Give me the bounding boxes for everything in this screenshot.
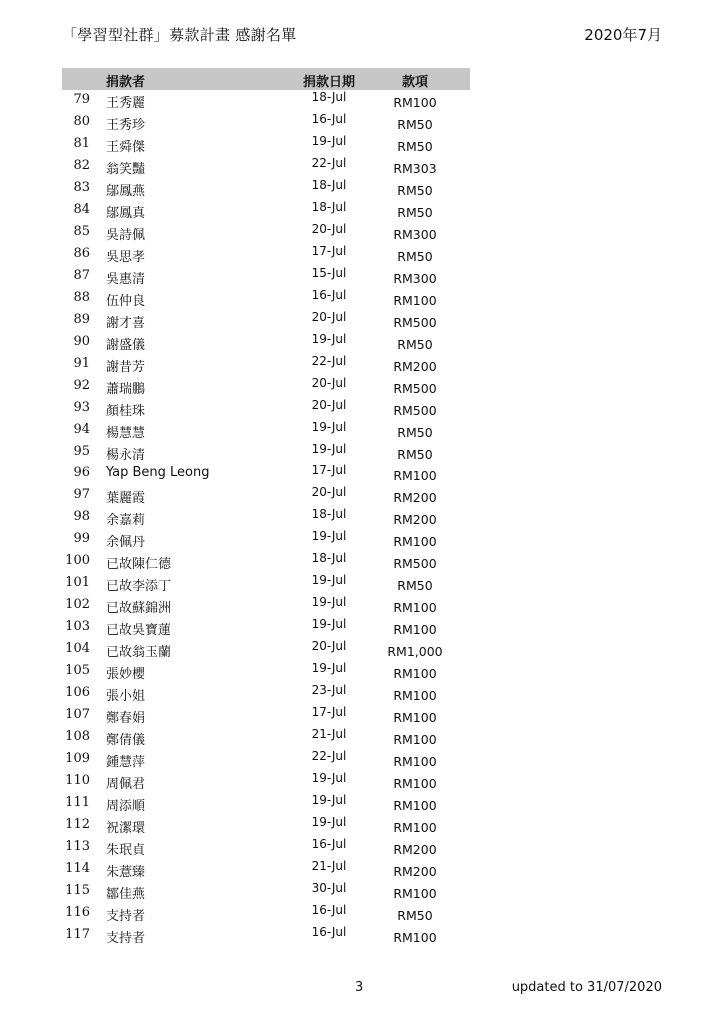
donation-date: 19-Jul <box>311 441 347 456</box>
donor-name: 翁笑豔 <box>106 161 146 177</box>
document-title: 「學習型社群」募款計畫 感謝名單 <box>62 26 297 44</box>
row-number: 81 <box>73 135 90 151</box>
row-number: 98 <box>73 509 90 525</box>
donor-name: 支持者 <box>106 930 146 946</box>
table-row <box>62 222 470 244</box>
document-date: 2020年7月 <box>584 26 662 44</box>
table-row <box>62 266 470 288</box>
donation-amount: RM500 <box>393 556 437 572</box>
row-number: 103 <box>65 619 90 635</box>
donor-name: 鄭春娟 <box>106 711 146 727</box>
donation-date: 17-Jul <box>311 243 347 258</box>
row-number: 104 <box>65 641 90 657</box>
donor-name: 已故陳仁德 <box>106 557 172 573</box>
row-number: 83 <box>73 179 90 195</box>
donor-name: 王舜傑 <box>106 139 146 155</box>
table-row <box>62 727 470 749</box>
donor-name: 楊慧慧 <box>106 425 146 441</box>
table-row <box>62 815 470 837</box>
donor-name: 吳詩佩 <box>106 227 146 243</box>
table-row <box>62 244 470 266</box>
row-number: 99 <box>73 531 90 547</box>
donation-amount: RM50 <box>397 204 433 220</box>
donation-amount: RM100 <box>393 885 437 901</box>
table-row <box>62 859 470 881</box>
donation-date: 20-Jul <box>311 639 347 654</box>
table-row <box>62 420 470 442</box>
donation-amount: RM200 <box>393 841 437 857</box>
row-number: 96 <box>73 465 90 481</box>
donor-name: 已故李添丁 <box>106 579 172 595</box>
table-row <box>62 485 470 507</box>
table-row <box>62 156 470 178</box>
donor-name: 周佩君 <box>106 777 146 793</box>
donation-amount: RM100 <box>393 754 437 770</box>
donation-date: 16-Jul <box>311 111 347 126</box>
donor-name: 吳惠清 <box>106 271 146 287</box>
donation-date: 18-Jul <box>311 551 347 566</box>
donation-date: 18-Jul <box>311 90 347 104</box>
donation-amount: RM100 <box>393 798 437 813</box>
donation-date: 19-Jul <box>311 595 347 610</box>
row-number: 85 <box>73 223 90 239</box>
table-row <box>62 771 470 793</box>
table-row <box>62 200 470 222</box>
row-number: 113 <box>65 838 90 854</box>
donor-name: 謝盛儀 <box>106 337 146 353</box>
donation-date: 18-Jul <box>311 177 347 192</box>
table-row <box>62 310 470 332</box>
donor-name: 鄔鳳真 <box>106 205 146 221</box>
donor-name: 謝才喜 <box>106 315 146 331</box>
donation-date: 19-Jul <box>311 661 347 676</box>
donation-amount: RM300 <box>393 226 437 242</box>
row-number: 112 <box>65 816 90 832</box>
donation-amount: RM100 <box>393 468 437 484</box>
row-number: 102 <box>65 597 90 613</box>
donation-amount: RM200 <box>393 358 437 374</box>
donation-date: 16-Jul <box>311 924 347 939</box>
row-number: 87 <box>73 267 90 283</box>
table-row <box>62 178 470 200</box>
row-number: 105 <box>65 663 90 679</box>
donor-name: 祝潔環 <box>106 820 146 836</box>
donation-amount: RM1,000 <box>387 644 443 660</box>
row-number: 116 <box>65 904 90 920</box>
donor-name: 鄒佳燕 <box>106 886 146 902</box>
donation-date: 19-Jul <box>311 617 347 632</box>
row-number: 107 <box>65 707 90 723</box>
donation-date: 19-Jul <box>311 814 347 829</box>
donation-date: 18-Jul <box>311 507 347 522</box>
donation-amount: RM100 <box>393 732 437 748</box>
donation-amount: RM50 <box>397 182 433 198</box>
table-row <box>62 683 470 705</box>
table-row <box>62 463 470 485</box>
donation-date: 19-Jul <box>311 331 347 346</box>
donation-date: 19-Jul <box>311 771 347 786</box>
row-number: 106 <box>65 685 90 701</box>
donation-date: 20-Jul <box>311 375 347 390</box>
table-row <box>62 639 470 661</box>
donation-amount: RM500 <box>393 380 437 396</box>
table-row <box>62 573 470 595</box>
donor-name: 已故吳寶蓮 <box>106 623 172 639</box>
donation-date: 19-Jul <box>311 573 347 588</box>
donation-date: 16-Jul <box>311 836 347 851</box>
row-number: 93 <box>73 399 90 415</box>
table-row <box>62 551 470 573</box>
table-row <box>62 705 470 727</box>
donor-name: 蕭瑞鵬 <box>106 381 146 397</box>
donation-amount: RM303 <box>393 160 437 176</box>
donation-date: 20-Jul <box>311 309 347 324</box>
donation-date: 20-Jul <box>311 221 347 236</box>
row-number: 92 <box>73 377 90 393</box>
row-number: 101 <box>65 575 90 591</box>
donor-name: 已故翁玉蘭 <box>106 645 172 661</box>
table-row <box>62 134 470 156</box>
donation-amount: RM500 <box>393 314 437 330</box>
donor-name: 王秀珍 <box>106 117 146 133</box>
donor-name: 顏桂珠 <box>106 403 146 419</box>
donation-date: 19-Jul <box>311 133 347 148</box>
donation-amount: RM100 <box>393 600 437 616</box>
table-row <box>62 507 470 529</box>
donation-amount: RM50 <box>397 907 433 923</box>
donation-amount: RM100 <box>393 292 437 308</box>
row-number: 94 <box>73 421 90 437</box>
donation-amount: RM50 <box>397 424 433 440</box>
table-row <box>62 837 470 859</box>
table-row <box>62 90 470 112</box>
donation-amount: RM200 <box>393 512 437 528</box>
donation-amount: RM200 <box>393 490 437 506</box>
donation-date: 19-Jul <box>311 529 347 544</box>
row-number: 91 <box>73 355 90 371</box>
table-row <box>62 529 470 551</box>
table-row <box>62 332 470 354</box>
row-number: 84 <box>73 201 90 217</box>
table-row <box>62 288 470 310</box>
donation-date: 15-Jul <box>311 265 347 280</box>
donation-amount: RM100 <box>393 688 437 704</box>
table-header <box>62 68 470 90</box>
donor-name: 周添順 <box>106 799 146 814</box>
table-row <box>62 749 470 771</box>
donation-amount: RM100 <box>393 819 437 835</box>
donation-amount: RM500 <box>393 402 437 418</box>
donation-date: 19-Jul <box>311 419 347 434</box>
donation-date: 22-Jul <box>311 155 347 170</box>
row-number: 117 <box>65 926 90 942</box>
page-header <box>62 24 662 48</box>
row-number: 109 <box>65 751 90 767</box>
row-number: 88 <box>73 289 90 305</box>
donor-name: 張小姐 <box>106 689 146 705</box>
donor-name: 鄔鳳燕 <box>106 183 146 199</box>
donation-date: 16-Jul <box>311 902 347 917</box>
row-number: 80 <box>73 113 90 129</box>
donation-date: 17-Jul <box>311 705 347 720</box>
table-row <box>62 595 470 617</box>
row-number: 79 <box>73 92 90 107</box>
donor-name: 余嘉莉 <box>106 513 146 529</box>
row-number: 100 <box>65 553 90 569</box>
donor-name: 鄭倩儀 <box>106 733 146 749</box>
donor-name: 支持者 <box>106 908 146 924</box>
donation-date: 23-Jul <box>311 683 347 698</box>
donation-amount: RM100 <box>393 534 437 550</box>
donation-amount: RM50 <box>397 138 433 154</box>
table-row <box>62 903 470 925</box>
donor-table <box>62 68 470 947</box>
donor-name: Yap Beng Leong <box>106 465 210 481</box>
donor-name: 鍾慧萍 <box>106 755 146 771</box>
donation-amount: RM100 <box>393 666 437 682</box>
donation-date: 21-Jul <box>311 858 347 873</box>
donation-amount: RM100 <box>393 776 437 792</box>
donation-amount: RM200 <box>393 863 437 879</box>
donation-date: 19-Jul <box>311 793 347 807</box>
updated-note: updated to 31/07/2020 <box>511 980 662 995</box>
donation-amount: RM50 <box>397 578 433 594</box>
donor-name: 朱薏臻 <box>106 864 146 880</box>
donation-amount: RM50 <box>397 446 433 462</box>
row-number: 89 <box>73 311 90 327</box>
donor-name: 張妙櫻 <box>106 667 146 683</box>
table-row <box>62 376 470 398</box>
row-number: 82 <box>73 157 90 173</box>
column-header-name: 捐款者 <box>106 75 146 90</box>
donation-date: 20-Jul <box>311 397 347 412</box>
table-row <box>62 112 470 134</box>
page-footer <box>0 980 724 1000</box>
donor-name: 謝昔芳 <box>106 359 146 375</box>
donation-amount: RM50 <box>397 336 433 352</box>
row-number: 95 <box>73 443 90 459</box>
donor-name: 葉麗霞 <box>106 491 146 507</box>
donation-amount: RM50 <box>397 116 433 132</box>
row-number: 111 <box>65 795 90 810</box>
page-number: 3 <box>355 980 364 995</box>
donation-date: 16-Jul <box>311 287 347 302</box>
row-number: 114 <box>65 860 90 876</box>
row-number: 108 <box>65 729 90 745</box>
donation-amount: RM100 <box>393 710 437 726</box>
donor-name: 楊永清 <box>106 447 146 463</box>
donor-name: 朱珉貞 <box>106 842 146 858</box>
table-row <box>62 793 470 815</box>
table-row <box>62 881 470 903</box>
donation-date: 22-Jul <box>311 353 347 368</box>
row-number: 115 <box>65 882 90 898</box>
donation-date: 30-Jul <box>311 880 347 895</box>
donor-name: 已故蘇錦洲 <box>106 601 172 617</box>
donor-name: 王秀麗 <box>106 96 146 111</box>
table-row <box>62 925 470 947</box>
donation-amount: RM100 <box>393 95 437 110</box>
row-number: 90 <box>73 333 90 349</box>
row-number: 110 <box>65 773 90 789</box>
donation-date: 21-Jul <box>311 727 347 742</box>
donation-date: 22-Jul <box>311 749 347 764</box>
donor-name: 吳思孝 <box>106 249 146 265</box>
table-row <box>62 442 470 464</box>
table-row <box>62 661 470 683</box>
donation-amount: RM100 <box>393 929 437 945</box>
donation-amount: RM100 <box>393 622 437 638</box>
table-row <box>62 354 470 376</box>
table-row <box>62 398 470 420</box>
row-number: 97 <box>73 487 90 503</box>
donor-name: 余佩丹 <box>106 535 146 551</box>
donation-date: 17-Jul <box>311 463 347 478</box>
donation-date: 20-Jul <box>311 485 347 500</box>
column-header-amount: 款項 <box>401 75 428 90</box>
donation-amount: RM300 <box>393 270 437 286</box>
donation-date: 18-Jul <box>311 199 347 214</box>
row-number: 86 <box>73 245 90 261</box>
donation-amount: RM50 <box>397 248 433 264</box>
table-body <box>62 90 470 947</box>
column-header-date: 捐款日期 <box>302 75 355 90</box>
donor-name: 伍仲良 <box>106 293 146 309</box>
table-row <box>62 617 470 639</box>
